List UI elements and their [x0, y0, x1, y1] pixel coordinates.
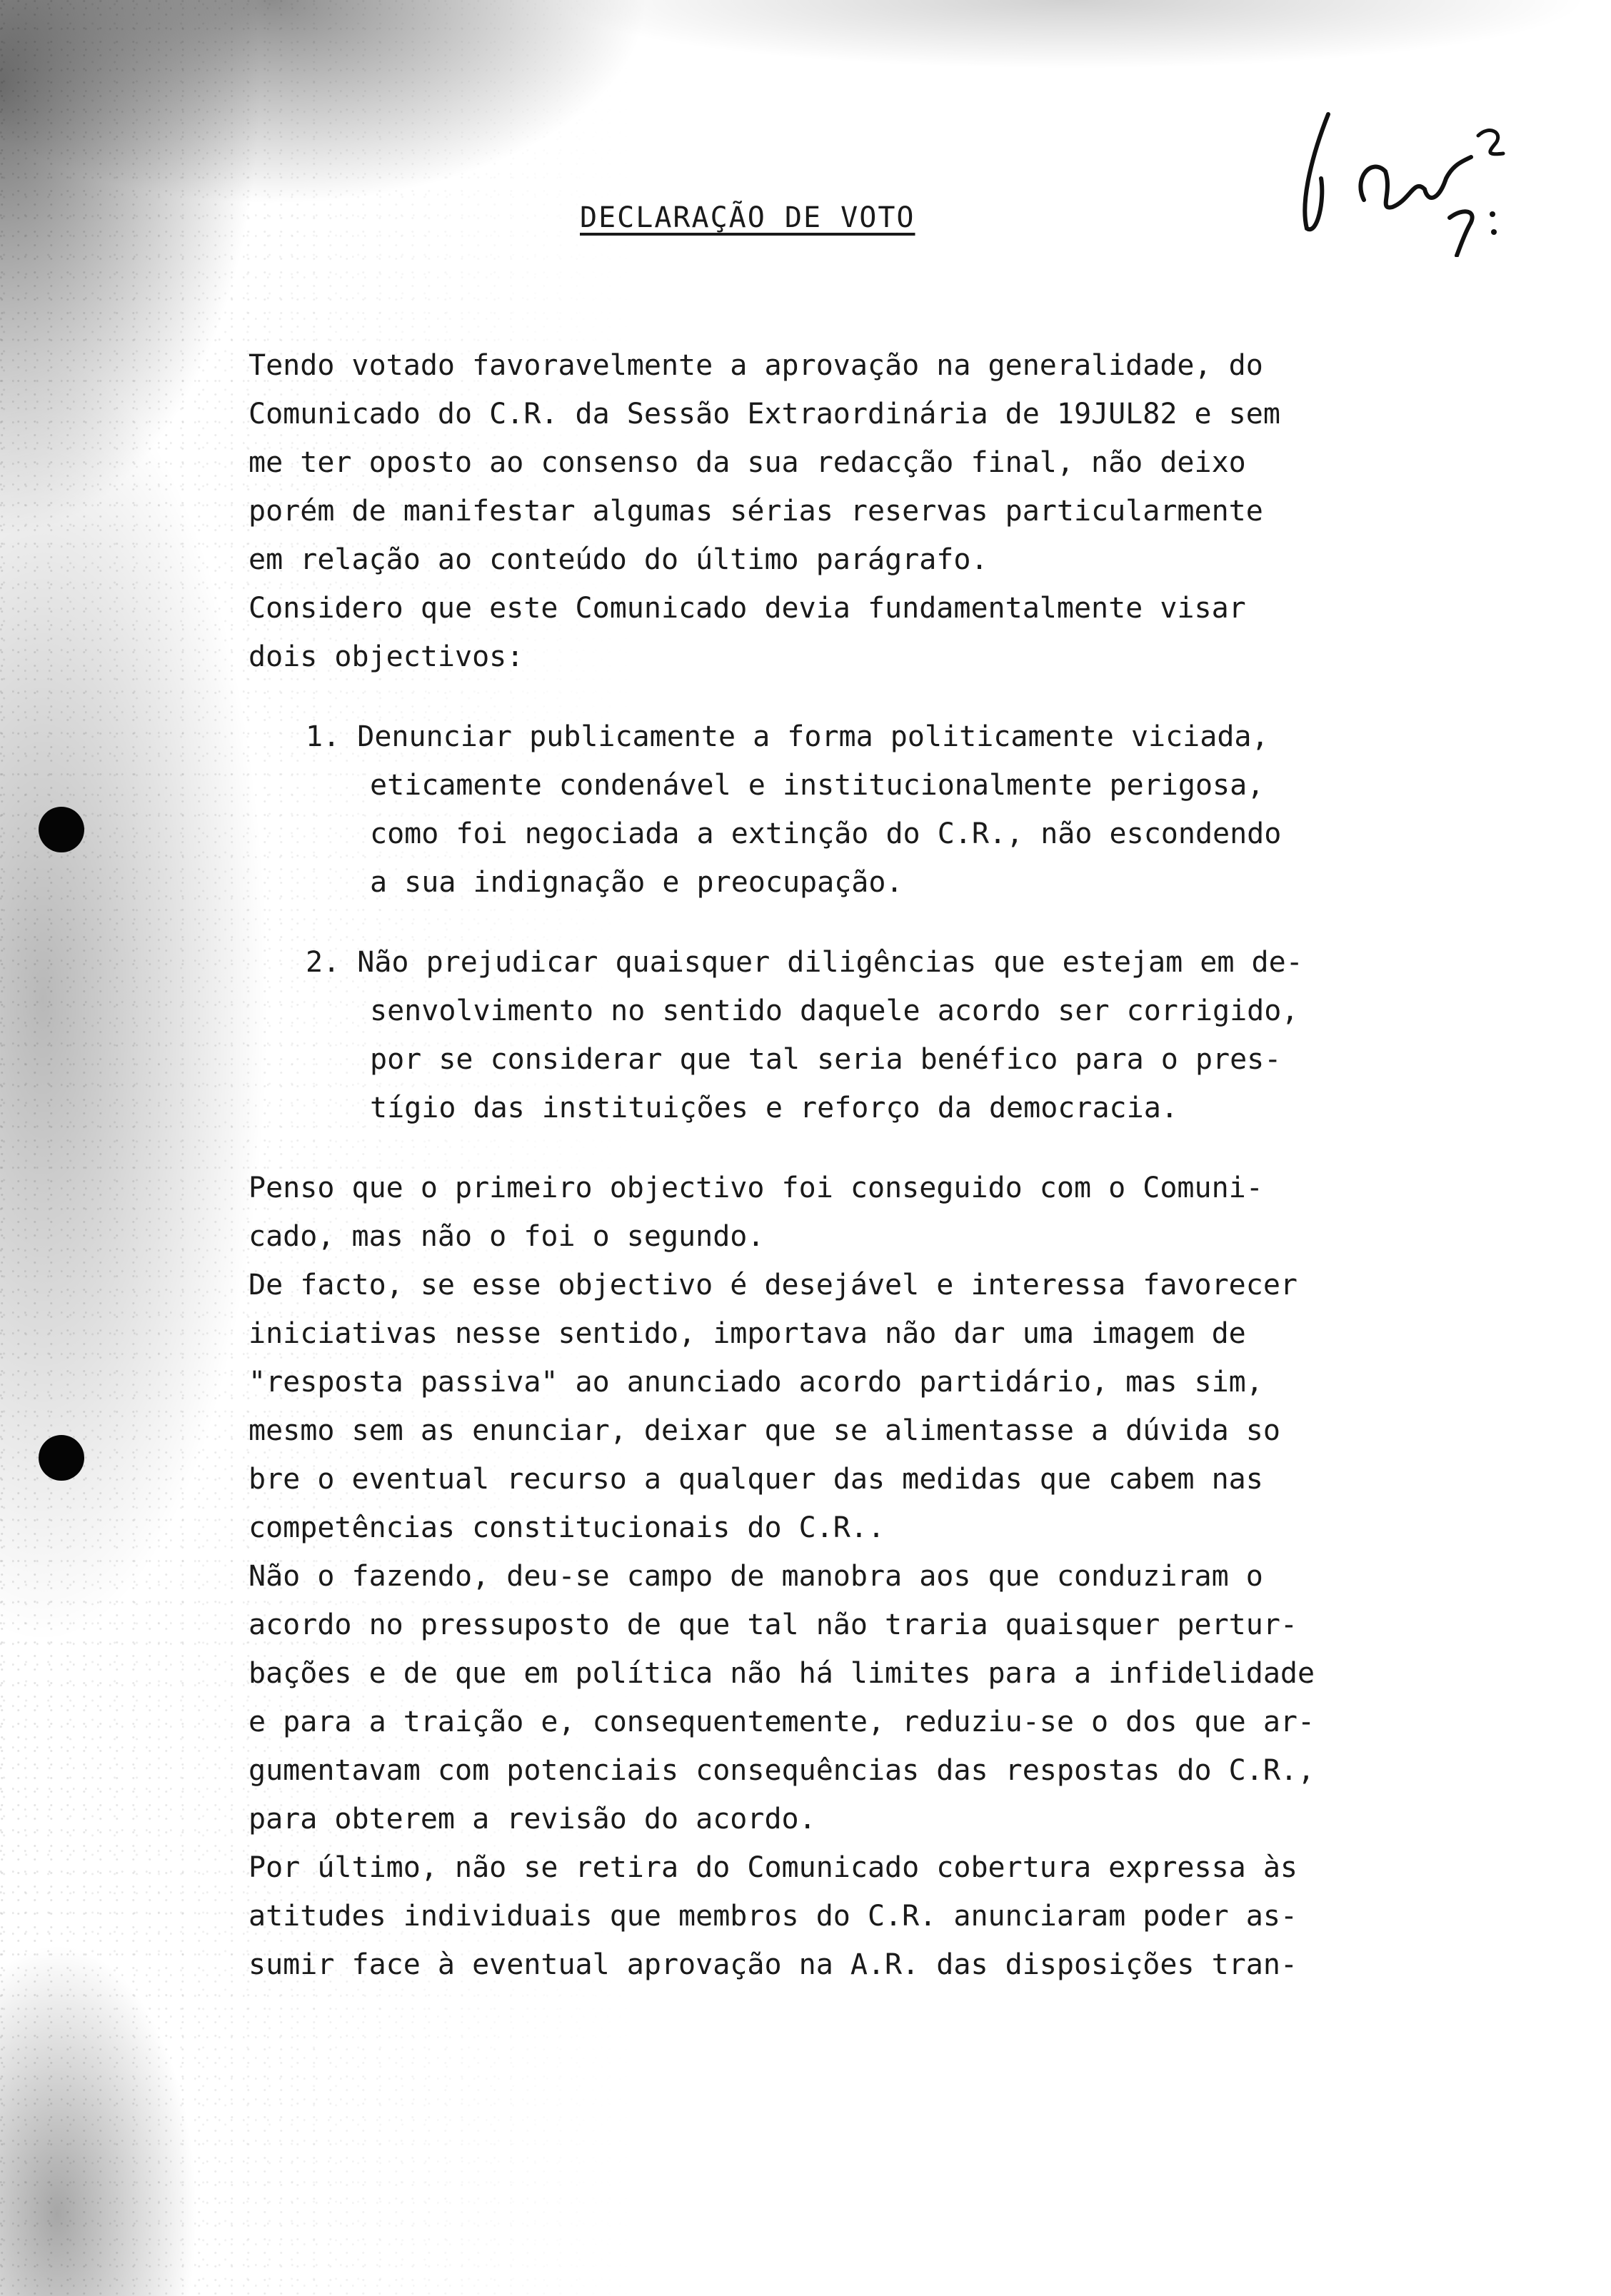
text-line: atitudes individuais que membros do C.R. anunciaram poder as- — [249, 1900, 1298, 1933]
list-item-2 — [249, 938, 1477, 1132]
paragraph-por-ultimo — [249, 1843, 1477, 1989]
text-line: cado, mas não o foi o segundo. — [249, 1220, 765, 1253]
text-line: Não o fazendo, deu-se campo de manobra aos que conduziram o — [249, 1560, 1263, 1593]
text-line: Considero que este Comunicado devia fundamentalmente visar — [249, 592, 1246, 625]
text-line: bações e de que em política não há limites para a infidelidade — [249, 1657, 1315, 1690]
text-line: mesmo sem as enunciar, deixar que se alimentasse a dúvida so — [249, 1414, 1280, 1447]
text-line: em relação ao conteúdo do último parágrafo. — [249, 543, 988, 576]
paragraph-penso — [249, 1164, 1477, 1261]
paragraph-consider — [249, 584, 1477, 681]
text-line: acordo no pressuposto de que tal não traria quaisquer pertur- — [249, 1608, 1298, 1641]
text-line: e para a traição e, consequentemente, reduziu-se o dos que ar- — [249, 1706, 1315, 1738]
paragraph-nao-o-fazendo — [249, 1552, 1477, 1843]
text-line: gumentavam com potenciais consequências das respostas do C.R., — [249, 1754, 1315, 1787]
text-line: De facto, se esse objectivo é desejável e interessa favorecer — [249, 1269, 1298, 1301]
text-line: porém de manifestar algumas sérias reservas particularmente — [249, 495, 1263, 528]
list-item-1 — [249, 713, 1477, 907]
text-line: por se considerar que tal seria benéfico para o pres- — [370, 1043, 1282, 1076]
text-line: bre o eventual recurso a qualquer das medidas que cabem nas — [249, 1463, 1263, 1496]
text-line: me ter oposto ao consenso da sua redacção final, não deixo — [249, 446, 1246, 479]
text-line: como foi negociada a extinção do C.R., não escondendo — [370, 817, 1282, 850]
text-line: a sua indignação e preocupação. — [370, 866, 903, 899]
text-line: "resposta passiva" ao anunciado acordo partidário, mas sim, — [249, 1366, 1263, 1399]
text-line: sumir face à eventual aprovação na A.R. das disposições tran- — [249, 1948, 1298, 1981]
punch-hole-upper — [39, 807, 84, 852]
document-body — [249, 341, 1477, 1989]
text-line: 2. Não prejudicar quaisquer diligências que estejam em de- — [306, 946, 1303, 979]
handwritten-signature — [1285, 93, 1521, 257]
text-line: Penso que o primeiro objectivo foi conseguido com o Comuni- — [249, 1172, 1263, 1204]
text-line: iniciativas nesse sentido, importava não dar uma imagem de — [249, 1317, 1246, 1350]
text-line: senvolvimento no sentido daquele acordo ser corrigido, — [370, 995, 1299, 1027]
text-line: tígio das instituições e reforço da democracia. — [370, 1092, 1178, 1124]
text-line: Tendo votado favoravelmente a aprovação na generalidade, do — [249, 349, 1263, 382]
text-line: Comunicado do C.R. da Sessão Extraordinária de 19JUL82 e sem — [249, 398, 1280, 430]
text-line: eticamente condenável e institucionalmente perigosa, — [370, 769, 1265, 802]
paragraph-intro — [249, 341, 1477, 584]
text-line: 1. Denunciar publicamente a forma politicamente viciada, — [306, 720, 1269, 753]
punch-hole-lower — [39, 1435, 84, 1481]
text-line: competências constitucionais do C.R.. — [249, 1511, 885, 1544]
text-line: Por último, não se retira do Comunicado cobertura expressa às — [249, 1851, 1298, 1884]
document-title: DECLARAÇÃO DE VOTO — [580, 201, 915, 234]
text-line: dois objectivos: — [249, 640, 524, 673]
paragraph-de-facto — [249, 1261, 1477, 1552]
text-line: para obterem a revisão do acordo. — [249, 1803, 816, 1836]
